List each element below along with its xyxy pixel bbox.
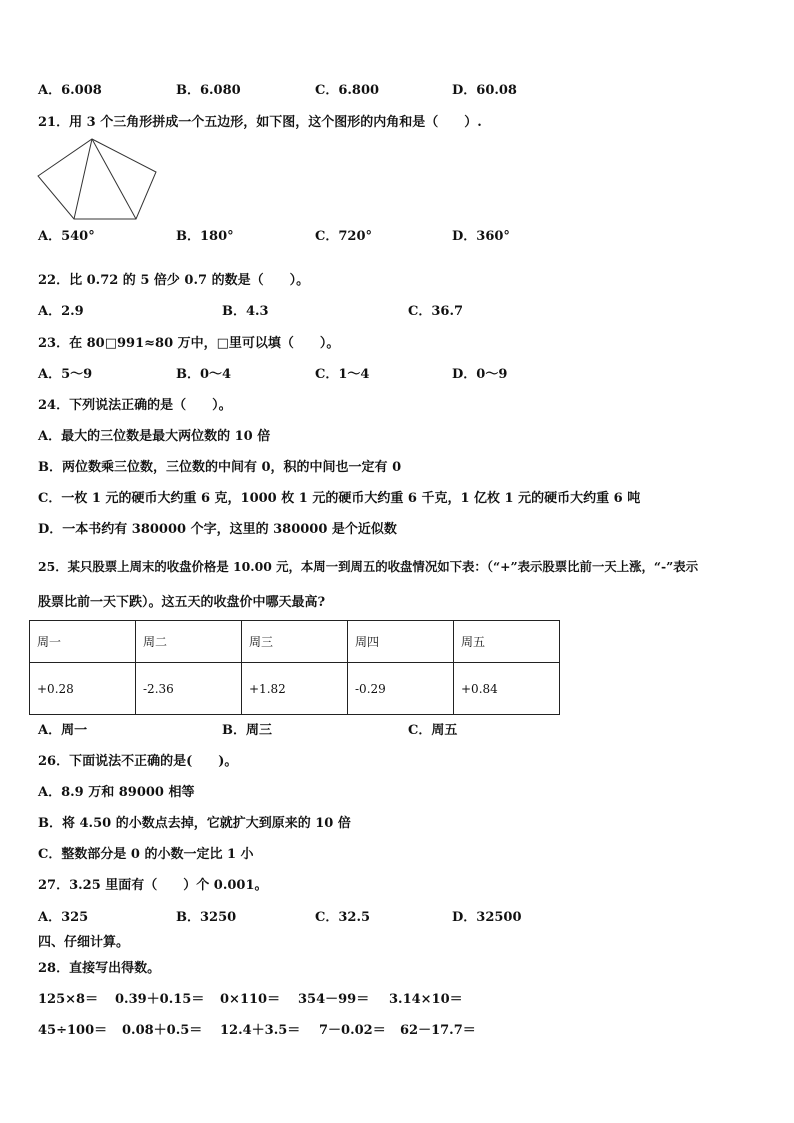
- calc-row-1: [38, 991, 758, 1009]
- stock-table-header-row: [30, 621, 560, 663]
- q21-option-c: C．720°: [315, 229, 372, 244]
- stock-table-cell: -2.36: [136, 663, 242, 715]
- calc-item: 354－99＝: [298, 992, 370, 1007]
- q23-option-b: B．0～4: [176, 367, 232, 382]
- calc-item: 125×8＝: [38, 992, 99, 1007]
- q25-option-b: B．周三: [222, 723, 272, 738]
- q24-option-b: B．两位数乘三位数，三位数的中间有 0，积的中间也一定有 0: [38, 460, 402, 475]
- q20-option-a: A．6.008: [38, 83, 102, 98]
- q23-option-c: C．1～4: [315, 367, 370, 382]
- q27-option-d: D．32500: [452, 910, 522, 925]
- q24-option-c: C．一枚 1 元的硬币大约重 6 克，1000 枚 1 元的硬币大约重 6 千克，1 亿枚 1 元的硬币大约重 6 吨: [38, 491, 641, 506]
- q27-stem: 27．3.25 里面有（ ）个 0.001。: [38, 878, 268, 893]
- q23-options: [38, 366, 758, 384]
- q22-option-a: A．2.9: [38, 304, 84, 319]
- q23-stem: 23．在 80□991≈80 万中，□里可以填（ ）。: [38, 336, 340, 351]
- q21-option-a: A．540°: [38, 229, 95, 244]
- section-title: 四、仔细计算。: [38, 935, 130, 950]
- q21-stem: 21．用 3 个三角形拼成一个五边形，如下图，这个图形的内角和是（ ）.: [38, 115, 482, 130]
- stock-table-header: 周三: [242, 621, 348, 663]
- calc-item: 0.39＋0.15＝: [115, 992, 205, 1007]
- stock-table: [29, 620, 560, 715]
- stock-table-header: 周五: [454, 621, 560, 663]
- q25-option-c: C．周五: [408, 723, 458, 738]
- q23-option-d: D．0～9: [452, 367, 508, 382]
- stock-table-cell: +0.84: [454, 663, 560, 715]
- q22-options: [38, 303, 758, 321]
- q26-option-a: A．8.9 万和 89000 相等: [38, 785, 195, 800]
- q20-option-c: C．6.800: [315, 83, 380, 98]
- q27-option-a: A．325: [38, 910, 89, 925]
- q24-option-a: A．最大的三位数是最大两位数的 10 倍: [38, 429, 271, 444]
- q22-option-b: B．4.3: [222, 304, 269, 319]
- stock-table-cell: +1.82: [242, 663, 348, 715]
- q23-option-a: A．5～9: [38, 367, 93, 382]
- q20-option-d: D．60.08: [452, 83, 517, 98]
- calc-item: 7－0.02＝: [319, 1023, 386, 1038]
- stock-table-cell: +0.28: [30, 663, 136, 715]
- q24-option-d: D．一本书约有 380000 个字，这里的 380000 是个近似数: [38, 522, 397, 537]
- q28-stem: 28．直接写出得数。: [38, 961, 161, 976]
- calc-row-2: [38, 1022, 758, 1040]
- stock-table-value-row: [30, 663, 560, 715]
- q21-option-d: D．360°: [452, 229, 510, 244]
- q21-options: [38, 228, 758, 246]
- q25-option-a: A．周一: [38, 723, 88, 738]
- stock-table-cell: -0.29: [348, 663, 454, 715]
- q25-stem-line2: 股票比前一天下跌）。这五天的收盘价中哪天最高?: [38, 595, 326, 610]
- stock-table-header: 周四: [348, 621, 454, 663]
- calc-item: 62－17.7＝: [400, 1023, 476, 1038]
- q22-stem: 22．比 0.72 的 5 倍少 0.7 的数是（ ）。: [38, 273, 310, 288]
- calc-item: 12.4＋3.5＝: [220, 1023, 301, 1038]
- q26-stem: 26．下面说法不正确的是( )。: [38, 754, 238, 769]
- calc-item: 0.08＋0.5＝: [122, 1023, 203, 1038]
- q24-stem: 24．下列说法正确的是（ ）。: [38, 398, 232, 413]
- stock-table-header: 周二: [136, 621, 242, 663]
- q25-options: [38, 722, 758, 740]
- q27-options: [38, 909, 758, 927]
- q20-options: [38, 82, 758, 100]
- q27-option-c: C．32.5: [315, 910, 371, 925]
- q25-stem-line1: 25．某只股票上周末的收盘价格是 10.00 元，本周一到周五的收盘情况如下表：（“+”表示股票比前一天上涨，“-”表示: [38, 559, 699, 574]
- q20-option-b: B．6.080: [176, 83, 241, 98]
- pentagon-figure: [36, 136, 160, 222]
- calc-item: 3.14×10＝: [389, 992, 463, 1007]
- q26-option-b: B．将 4.50 的小数点去掉，它就扩大到原来的 10 倍: [38, 816, 351, 831]
- q27-option-b: B．3250: [176, 910, 237, 925]
- q22-option-c: C．36.7: [408, 304, 464, 319]
- calc-item: 45÷100＝: [38, 1023, 108, 1038]
- q26-option-c: C．整数部分是 0 的小数一定比 1 小: [38, 847, 254, 862]
- stock-table-header: 周一: [30, 621, 136, 663]
- q21-option-b: B．180°: [176, 229, 234, 244]
- calc-item: 0×110＝: [220, 992, 281, 1007]
